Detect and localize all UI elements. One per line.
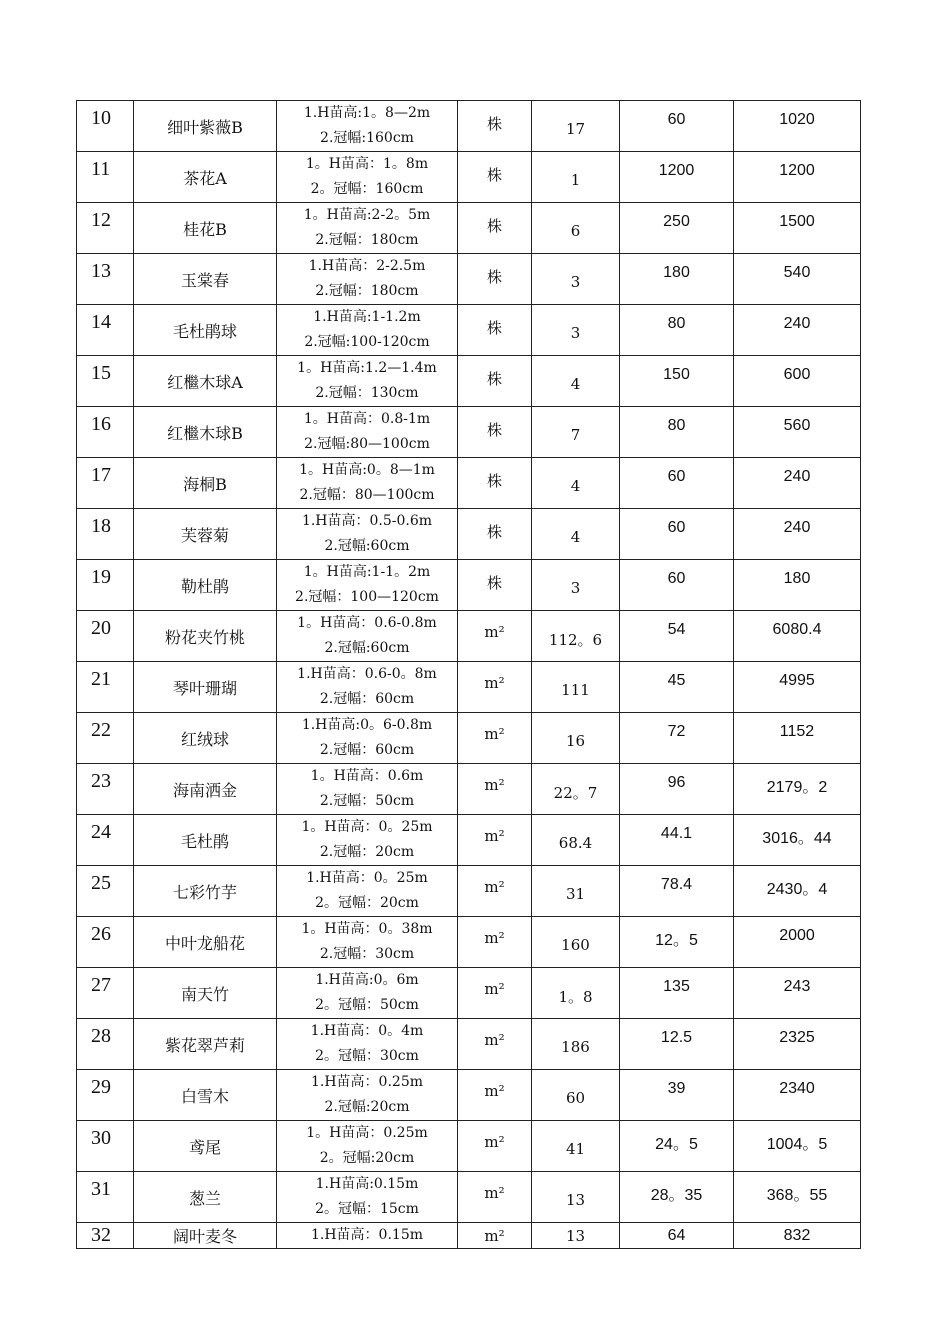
spec-height: 1。H苗高:0。8—1m [299,462,435,478]
spec-height: 1.H苗高:1-1.2m [313,309,421,325]
unit-price: 28。35 [620,1172,734,1223]
table-row [77,1121,861,1172]
spec-height: 1.H苗高:0。6m [315,972,419,988]
plant-spec [277,458,458,509]
table-body [77,101,861,1249]
unit-price: 45 [620,662,734,713]
table-row [77,458,861,509]
plant-spec [277,764,458,815]
plant-name: 鸢尾 [134,1121,277,1172]
total-price: 2340 [734,1070,861,1121]
row-number: 31 [77,1172,134,1223]
unit-price: 180 [620,254,734,305]
table-row [77,815,861,866]
spec-crown: 2.冠幅：80—100cm [299,487,435,503]
table-row [77,764,861,815]
plant-name: 桂花B [134,203,277,254]
row-number: 26 [77,917,134,968]
plant-name: 粉花夹竹桃 [134,611,277,662]
row-number: 20 [77,611,134,662]
quantity: 160 [532,917,620,968]
spec-crown: 2.冠幅:80—100cm [304,436,430,452]
unit-price: 12.5 [620,1019,734,1070]
quantity: 3 [532,254,620,305]
spec-crown: 2.冠幅：60cm [319,691,415,707]
unit-price: 39 [620,1070,734,1121]
spec-height: 1.H苗高：0.25m [310,1074,423,1090]
spec-crown: 2.冠幅：180cm [315,232,419,248]
plant-name: 细叶紫薇B [134,101,277,152]
quantity: 186 [532,1019,620,1070]
plant-spec [277,662,458,713]
plant-name: 红檵木球B [134,407,277,458]
total-price: 1200 [734,152,861,203]
plant-name: 海桐B [134,458,277,509]
row-number: 23 [77,764,134,815]
spec-crown: 2。冠幅：20cm [315,895,419,911]
table-row [77,509,861,560]
quantity: 4 [532,509,620,560]
table-row [77,1019,861,1070]
total-price: 240 [734,458,861,509]
plant-name: 红檵木球A [134,356,277,407]
total-price: 2179。2 [734,764,861,815]
row-number: 11 [77,152,134,203]
plant-spec [277,203,458,254]
unit: 株 [458,305,532,356]
spec-crown: 2.冠幅：130cm [315,385,419,401]
plant-name: 中叶龙船花 [134,917,277,968]
total-price: 3016。44 [734,815,861,866]
total-price: 832 [734,1223,861,1249]
total-price: 240 [734,509,861,560]
plant-name: 南天竹 [134,968,277,1019]
table-row [77,1223,861,1249]
plant-spec [277,305,458,356]
plant-spec [277,1223,458,1249]
quantity: 68.4 [532,815,620,866]
total-price: 243 [734,968,861,1019]
table-row [77,254,861,305]
unit: m² [458,815,532,866]
plant-name: 白雪木 [134,1070,277,1121]
spec-crown: 2。冠幅：30cm [315,1048,419,1064]
total-price: 240 [734,305,861,356]
table-row [77,866,861,917]
total-price: 180 [734,560,861,611]
plant-spec [277,407,458,458]
unit: m² [458,764,532,815]
spec-crown: 2.冠幅:160cm [320,130,414,146]
unit: m² [458,1223,532,1249]
plant-name: 阔叶麦冬 [134,1223,277,1249]
spec-height: 1。H苗高:1.2—1.4m [297,360,437,376]
unit-price: 60 [620,560,734,611]
table-row [77,713,861,764]
unit-price: 60 [620,458,734,509]
quantity: 17 [532,101,620,152]
plant-spec [277,1070,458,1121]
unit: m² [458,713,532,764]
row-number: 17 [77,458,134,509]
spec-crown: 2。冠幅：160cm [310,181,424,197]
row-number: 32 [77,1223,134,1249]
spec-crown: 2。冠幅：50cm [315,997,419,1013]
unit-price: 78.4 [620,866,734,917]
plant-name: 红绒球 [134,713,277,764]
total-price: 2000 [734,917,861,968]
row-number: 15 [77,356,134,407]
quantity: 1 [532,152,620,203]
plant-name: 毛杜鹃 [134,815,277,866]
spec-height: 1.H苗高:0.15m [315,1176,419,1192]
unit-price: 60 [620,509,734,560]
row-number: 19 [77,560,134,611]
total-price: 1152 [734,713,861,764]
table-row [77,305,861,356]
quantity: 1。8 [532,968,620,1019]
quantity: 31 [532,866,620,917]
unit-price: 80 [620,305,734,356]
plant-name: 勒杜鹃 [134,560,277,611]
spec-height: 1。H苗高:2-2。5m [303,207,431,223]
row-number: 16 [77,407,134,458]
plant-name: 玉棠春 [134,254,277,305]
spec-height: 1.H苗高：0。25m [306,870,428,886]
table-row [77,407,861,458]
table-row [77,203,861,254]
spec-height: 1。H苗高:1-1。2m [303,564,431,580]
unit-price: 1200 [620,152,734,203]
spec-height: 1.H苗高：0。4m [310,1023,424,1039]
unit: 株 [458,203,532,254]
row-number: 25 [77,866,134,917]
table-row [77,917,861,968]
unit: 株 [458,407,532,458]
row-number: 27 [77,968,134,1019]
total-price: 6080.4 [734,611,861,662]
total-price: 2325 [734,1019,861,1070]
unit: m² [458,662,532,713]
unit: 株 [458,101,532,152]
plant-spec [277,713,458,764]
plant-spec [277,254,458,305]
spec-crown: 2.冠幅:20cm [324,1099,410,1115]
quantity: 60 [532,1070,620,1121]
unit-price: 24。5 [620,1121,734,1172]
spec-height: 1.H苗高：0.5-0.6m [301,513,433,529]
spec-crown: 2.冠幅:60cm [324,640,410,656]
total-price: 4995 [734,662,861,713]
spec-crown: 2.冠幅：30cm [319,946,415,962]
row-number: 22 [77,713,134,764]
spec-height: 1。H苗高：0.6m [310,768,424,784]
plant-spec [277,356,458,407]
quantity: 6 [532,203,620,254]
total-price: 540 [734,254,861,305]
spec-height: 1。H苗高：0.6-0.8m [297,615,437,631]
unit-price: 80 [620,407,734,458]
spec-height: 1。H苗高：0。25m [301,819,433,835]
spec-crown: 2。冠幅：15cm [315,1201,419,1217]
row-number: 21 [77,662,134,713]
quantity: 16 [532,713,620,764]
spec-crown: 2。冠幅:20cm [319,1150,415,1166]
plant-price-table [76,100,861,1249]
spec-crown: 2.冠幅:100-120cm [304,334,430,350]
quantity: 3 [532,305,620,356]
unit: 株 [458,356,532,407]
plant-spec [277,1019,458,1070]
unit: m² [458,611,532,662]
plant-spec [277,1121,458,1172]
row-number: 29 [77,1070,134,1121]
table-row [77,662,861,713]
total-price: 368。55 [734,1172,861,1223]
unit: m² [458,866,532,917]
row-number: 18 [77,509,134,560]
spec-height: 1.H苗高：0.15m [310,1227,423,1243]
spec-crown: 2.冠幅：20cm [319,844,415,860]
unit: m² [458,968,532,1019]
plant-name: 海南洒金 [134,764,277,815]
row-number: 30 [77,1121,134,1172]
unit-price: 60 [620,101,734,152]
plant-name: 茶花A [134,152,277,203]
plant-name: 紫花翠芦莉 [134,1019,277,1070]
plant-spec [277,560,458,611]
quantity: 111 [532,662,620,713]
unit: 株 [458,254,532,305]
spec-height: 1.H苗高：0.6-0。8m [297,666,437,682]
row-number: 28 [77,1019,134,1070]
total-price: 600 [734,356,861,407]
plant-name: 芙蓉菊 [134,509,277,560]
spec-crown: 2.冠幅：100—120cm [295,589,439,605]
unit: m² [458,1121,532,1172]
row-number: 14 [77,305,134,356]
table-row [77,152,861,203]
table-row [77,1172,861,1223]
unit-price: 44.1 [620,815,734,866]
plant-name: 毛杜鹃球 [134,305,277,356]
unit: m² [458,917,532,968]
table-row [77,101,861,152]
unit: m² [458,1172,532,1223]
table-row [77,560,861,611]
unit-price: 96 [620,764,734,815]
row-number: 10 [77,101,134,152]
table-row [77,968,861,1019]
spec-crown: 2.冠幅:60cm [324,538,410,554]
row-number: 13 [77,254,134,305]
spec-height: 1.H苗高:0。6-0.8m [301,717,433,733]
quantity: 3 [532,560,620,611]
plant-spec [277,968,458,1019]
unit: m² [458,1070,532,1121]
quantity: 4 [532,458,620,509]
plant-spec [277,509,458,560]
plant-spec [277,866,458,917]
spec-crown: 2.冠幅：50cm [319,793,415,809]
unit: 株 [458,560,532,611]
plant-spec [277,611,458,662]
unit-price: 250 [620,203,734,254]
plant-spec [277,101,458,152]
row-number: 12 [77,203,134,254]
spec-crown: 2.冠幅：180cm [315,283,419,299]
total-price: 2430。4 [734,866,861,917]
quantity: 13 [532,1223,620,1249]
unit-price: 12。5 [620,917,734,968]
row-number: 24 [77,815,134,866]
quantity: 41 [532,1121,620,1172]
table-row [77,1070,861,1121]
quantity: 7 [532,407,620,458]
total-price: 1020 [734,101,861,152]
unit-price: 150 [620,356,734,407]
plant-spec [277,815,458,866]
spec-height: 1。H苗高：0.25m [306,1125,428,1141]
plant-name: 葱兰 [134,1172,277,1223]
plant-name: 七彩竹芋 [134,866,277,917]
total-price: 1500 [734,203,861,254]
unit-price: 54 [620,611,734,662]
quantity: 22。7 [532,764,620,815]
spec-height: 1。H苗高：1。8m [305,156,429,172]
spec-height: 1。H苗高：0。38m [301,921,433,937]
unit: 株 [458,152,532,203]
quantity: 4 [532,356,620,407]
unit-price: 72 [620,713,734,764]
spec-height: 1.H苗高:1。8—2m [303,105,431,121]
total-price: 560 [734,407,861,458]
spec-crown: 2.冠幅：60cm [319,742,415,758]
unit-price: 135 [620,968,734,1019]
total-price: 1004。5 [734,1121,861,1172]
table-row [77,611,861,662]
unit: 株 [458,458,532,509]
plant-spec [277,917,458,968]
spec-height: 1。H苗高：0.8-1m [303,411,431,427]
spec-height: 1.H苗高：2-2.5m [308,258,426,274]
unit-price: 64 [620,1223,734,1249]
quantity: 112。6 [532,611,620,662]
quantity: 13 [532,1172,620,1223]
plant-name: 琴叶珊瑚 [134,662,277,713]
plant-spec [277,1172,458,1223]
unit: 株 [458,509,532,560]
table-row [77,356,861,407]
unit: m² [458,1019,532,1070]
plant-spec [277,152,458,203]
